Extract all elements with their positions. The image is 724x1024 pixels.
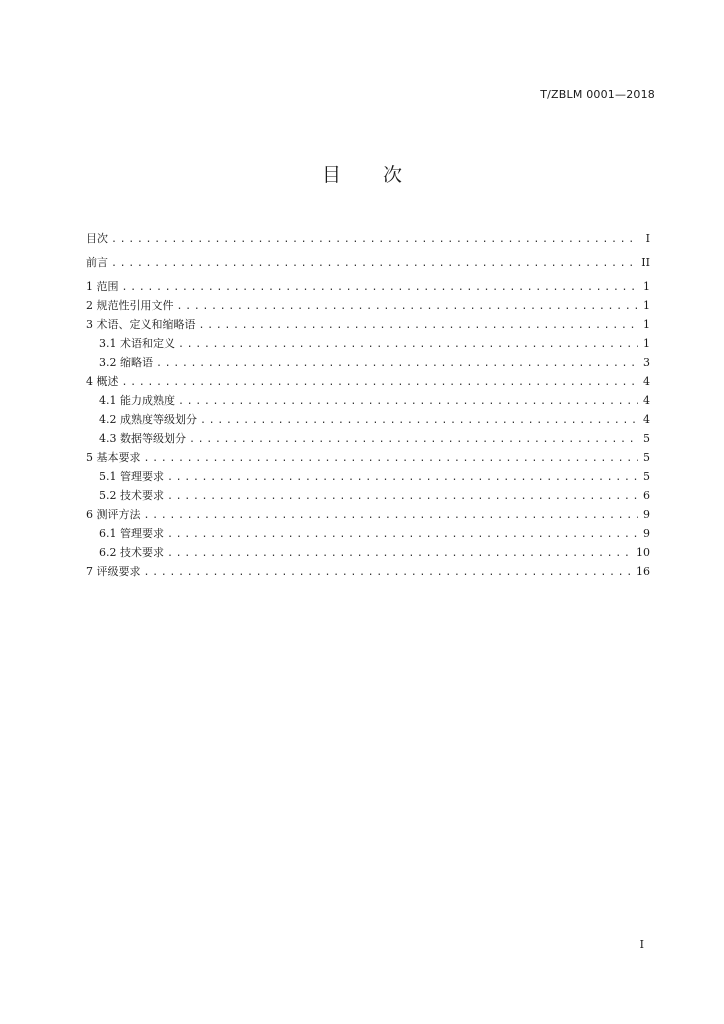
toc-entry-label: 6 测评方法 <box>86 508 141 521</box>
toc-entry-6[interactable] <box>86 505 650 524</box>
toc-entry-page: 9 <box>643 527 650 540</box>
toc-entry-label: 3 术语、定义和缩略语 <box>86 318 196 331</box>
toc-leader-dots <box>167 468 638 487</box>
toc-leader-dots <box>200 411 638 430</box>
toc-leader-dots <box>178 335 638 354</box>
toc-entry-page: 4 <box>643 413 650 426</box>
toc-leader-dots <box>199 316 639 335</box>
toc-leader-dots <box>167 544 632 563</box>
toc-entry-page: 1 <box>643 318 650 331</box>
toc-entry-4-3[interactable] <box>86 429 650 448</box>
toc-entry-label: 2 规范性引用文件 <box>86 299 174 312</box>
toc-entry-4-2[interactable] <box>86 410 650 429</box>
toc-entry-label: 3.2 缩略语 <box>99 356 153 369</box>
toc-entry-3-2[interactable] <box>86 353 650 372</box>
toc-leader-dots <box>111 230 638 249</box>
toc-entry-label: 5 基本要求 <box>86 451 141 464</box>
toc-entry-foreword[interactable] <box>86 253 650 272</box>
toc-entry-page: 5 <box>643 432 650 445</box>
toc-entry-page: 4 <box>643 394 650 407</box>
toc-entry-page: I <box>645 232 650 245</box>
toc-leader-dots <box>156 354 638 373</box>
toc-entry-3[interactable] <box>86 315 650 334</box>
toc-entry-5[interactable] <box>86 448 650 467</box>
toc-entry-label: 4.2 成熟度等级划分 <box>99 413 197 426</box>
document-code: T/ZBLM 0001—2018 <box>540 88 655 101</box>
toc-leader-dots <box>144 506 639 525</box>
toc-leader-dots <box>189 430 638 449</box>
toc-entry-page: 1 <box>643 280 650 293</box>
toc-leader-dots <box>111 254 637 273</box>
toc-leader-dots <box>122 373 639 392</box>
toc-entry-page: 16 <box>636 565 650 578</box>
toc-entry-label: 4 概述 <box>86 375 119 388</box>
toc-entry-label: 6.2 技术要求 <box>99 546 164 559</box>
toc-entry-contents[interactable] <box>86 229 650 248</box>
toc-entry-4[interactable] <box>86 372 650 391</box>
toc-leader-dots <box>144 449 639 468</box>
toc-entry-page: 1 <box>643 337 650 350</box>
toc-entry-label: 6.1 管理要求 <box>99 527 164 540</box>
toc-leader-dots <box>167 487 638 506</box>
toc-entry-label: 5.1 管理要求 <box>99 470 164 483</box>
toc-entry-3-1[interactable] <box>86 334 650 353</box>
toc-entry-page: 6 <box>643 489 650 502</box>
toc-entry-label: 目次 <box>86 232 108 245</box>
toc-entry-page: 4 <box>643 375 650 388</box>
toc-entry-label: 1 范围 <box>86 280 119 293</box>
toc-entry-page: II <box>641 256 650 269</box>
toc-entry-page: 1 <box>643 299 650 312</box>
toc-entry-page: 10 <box>636 546 650 559</box>
page-title: 目 次 <box>321 164 421 186</box>
table-of-contents <box>86 229 650 581</box>
toc-entry-6-1[interactable] <box>86 524 650 543</box>
page-number: I <box>639 938 644 951</box>
toc-leader-dots <box>178 392 638 411</box>
toc-entry-7[interactable] <box>86 562 650 581</box>
toc-entry-5-1[interactable] <box>86 467 650 486</box>
toc-entry-2[interactable] <box>86 296 650 315</box>
toc-entry-label: 3.1 术语和定义 <box>99 337 175 350</box>
toc-entry-page: 5 <box>643 470 650 483</box>
toc-entry-6-2[interactable] <box>86 543 650 562</box>
toc-entry-page: 3 <box>643 356 650 369</box>
toc-entry-label: 4.3 数据等级划分 <box>99 432 186 445</box>
toc-entry-5-2[interactable] <box>86 486 650 505</box>
toc-leader-dots <box>167 525 638 544</box>
toc-entry-label: 4.1 能力成熟度 <box>99 394 175 407</box>
toc-entry-label: 7 评级要求 <box>86 565 141 578</box>
toc-entry-label: 前言 <box>86 256 108 269</box>
toc-entry-label: 5.2 技术要求 <box>99 489 164 502</box>
toc-leader-dots <box>122 278 639 297</box>
toc-entry-page: 5 <box>643 451 650 464</box>
toc-leader-dots <box>177 297 639 316</box>
toc-entry-1[interactable] <box>86 277 650 296</box>
toc-entry-page: 9 <box>643 508 650 521</box>
toc-entry-4-1[interactable] <box>86 391 650 410</box>
toc-leader-dots <box>144 563 633 582</box>
